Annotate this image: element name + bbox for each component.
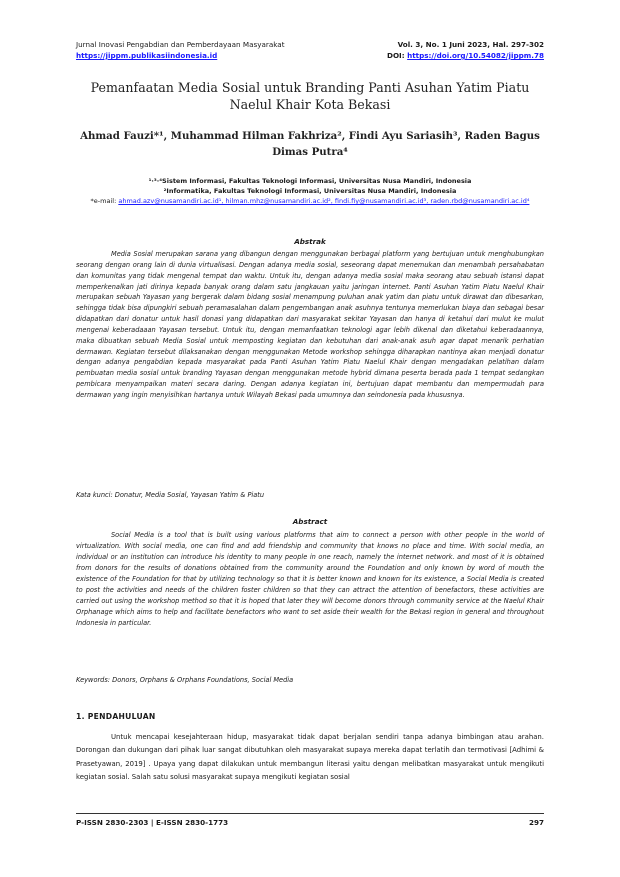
section-heading: 1. PENDAHULUAN: [76, 712, 156, 721]
paper-title: Pemanfaatan Media Sosial untuk Branding Panti Asuhan Yatim Piatu Naelul Khair Kota Bekasi: [90, 80, 530, 112]
doi-label: DOI:: [386, 51, 405, 60]
abstract-heading: Abstract: [292, 517, 328, 526]
email-links[interactable]: ahmad.azv@nusamandiri.ac.id¹, hilman.mhz@nusamandiri.ac.id², findi.fiy@nusamandiri.ac.id³, raden.rbd@nusamandiri.ac.id⁴: [118, 197, 530, 205]
affiliation-1: ¹·³·⁴Sistem Informasi, Fakultas Teknologi Informasi, Universitas Nusa Mandiri, Indonesia: [148, 177, 472, 185]
page-footer: [76, 813, 544, 827]
journal-name: Jurnal Inovasi Pengabdian dan Pemberdayaan Masyarakat: [76, 40, 285, 49]
abstrak-text: Media Sosial merupakan sarana yang dibangun dengan menggunakan berbagai platform yang bertujuan untuk menghubungkan seorang dengan orang lain di dunia virtualisasi. Dengan adanya media sosial, seseorang dapat menemukan dan menambah persahabatan dan komunitas yang tidak mengenal tempat dan waktu. Untuk itu, dengan adanya media sosial maka seorang atau sebuah istansi dapat memperkenalkan jati dirinya kepada banyak orang dalam satu jangkauan yaitu jaringan internet. Panti Asuhan Yatim Piatu Naelul Khair merupakan sebuah Yayasan yang bergerak dalam bidang sosial menampung puluhan anak yatim dan piatu untuk dirawat dan dibesarkan, sehingga tidak bisa dipungkiri sebuah peramasalahan dalam pengembangan anak asuhnya tentunya memerlukan biaya dan sebagai besar didapatkan dari donatur untuk hasil donasi yang didapatkan dari masyarakat sekitar Yayasan dan hanya di ketahui dari mulut ke mulut mengenai keberadaaan Yayasan tersebut. Untuk itu, dengan memanfaatkan teknologi agar lebih dikenal dan diketahui keberadaannya, maka dibuatkan sebuah Media Sosial untuk memposting kegiatan dan kebutuhan dari anak-anak asuh agar dapat menarik perhatian dermawan. Kegiatan tersebut dilaksanakan dengan menggunakan Metode workshop sehingga diharapkan nantinya akan menjadi donatur dengan adanya pengabdian kepada masyarakat pada Panti Asuhan Yatim Piatu Naelul Khair dengan mengadakan pelatihan dalam pembuatan media sosial untuk branding Yayasan dengan menggunakan metode hybrid dimana peserta berada pada 1 tempat sedangkan pembicara menyampaikan materi secara daring. Dengan adanya kegiatan ini, bertujuan dapat membantu dan mempermudah para dermawan yang ingin menyisihkan hartanya untuk Wilayah Bekasi pada umumnya dan seindonesia pada khususnya.: [76, 250, 544, 399]
keywords: Keywords: Donors, Orphans & Orphans Foundations, Social Media: [76, 676, 294, 684]
abstract-text: Social Media is a tool that is built using various platforms that aim to connect a person with other people in the world of virtualization. With social media, one can find and add friendship and community that knows no place and time. With social media, an individual or an institution can introduce his identity to many people in one reach, namely the internet network. and most of it is obtained from donors for the results of donations obtained from the community around the Foundation and only known by word of mouth the existence of the Foundation for that by utilizing technology so that it is better known and known for its existence, a Social Media is created to post the activities and needs of the children foster children so that they can attract the attention of benefactors, these activities are carried out using the workshop method so that it is hoped that later they will become donors through community service at the Naelul Khair Orphanage which aims to help and facilitate benefactors who want to set aside their wealth for the Bekasi region in general and throughout Indonesia in particular.: [76, 531, 544, 627]
volume-info: Vol. 3, No. 1 Juni 2023, Hal. 297-302: [397, 40, 544, 49]
email-line: [76, 196, 544, 206]
author-list: Ahmad Fauzi*¹, Muhammad Hilman Fakhriza², Findi Ayu Sariasih³, Raden Bagus Dimas Putra⁴: [80, 130, 540, 158]
doi-line: [387, 51, 544, 61]
issn-info: P-ISSN 2830-2303 | E-ISSN 2830-1773: [76, 818, 229, 827]
section-body: Untuk mencapai kesejahteraan hidup, masyarakat tidak dapat berjalan sendiri tanpa adanya bimbingan atau arahan. Dorongan dan dukungan dari pihak luar sangat dibutuhkan oleh masyarakat supaya mereka dapat terlatih dan termotivasi [Adhimi & Prasetyawan, 2019] . Upaya yang dapat dilakukan untuk membangun literasi yaitu dengan melibatkan masyarakat untuk mengikuti kegiatan sosial. Salah satu solusi masyarakat supaya mengikuti kegiatan sosial: [76, 733, 544, 782]
affiliation-2: ²Informatika, Fakultas Teknologi Informasi, Universitas Nusa Mandiri, Indonesia: [163, 187, 457, 195]
journal-website-link[interactable]: https://jippm.publikasiindonesia.id: [76, 51, 218, 60]
doi-link[interactable]: https://doi.org/10.54082/jippm.78: [407, 51, 544, 60]
kata-kunci: Kata kunci: Donatur, Media Sosial, Yayasan Yatim & Piatu: [76, 491, 265, 499]
abstrak-heading: Abstrak: [294, 237, 326, 246]
email-label: *e-mail:: [90, 197, 117, 205]
page-number: 297: [528, 818, 544, 827]
affiliations: [76, 176, 544, 206]
